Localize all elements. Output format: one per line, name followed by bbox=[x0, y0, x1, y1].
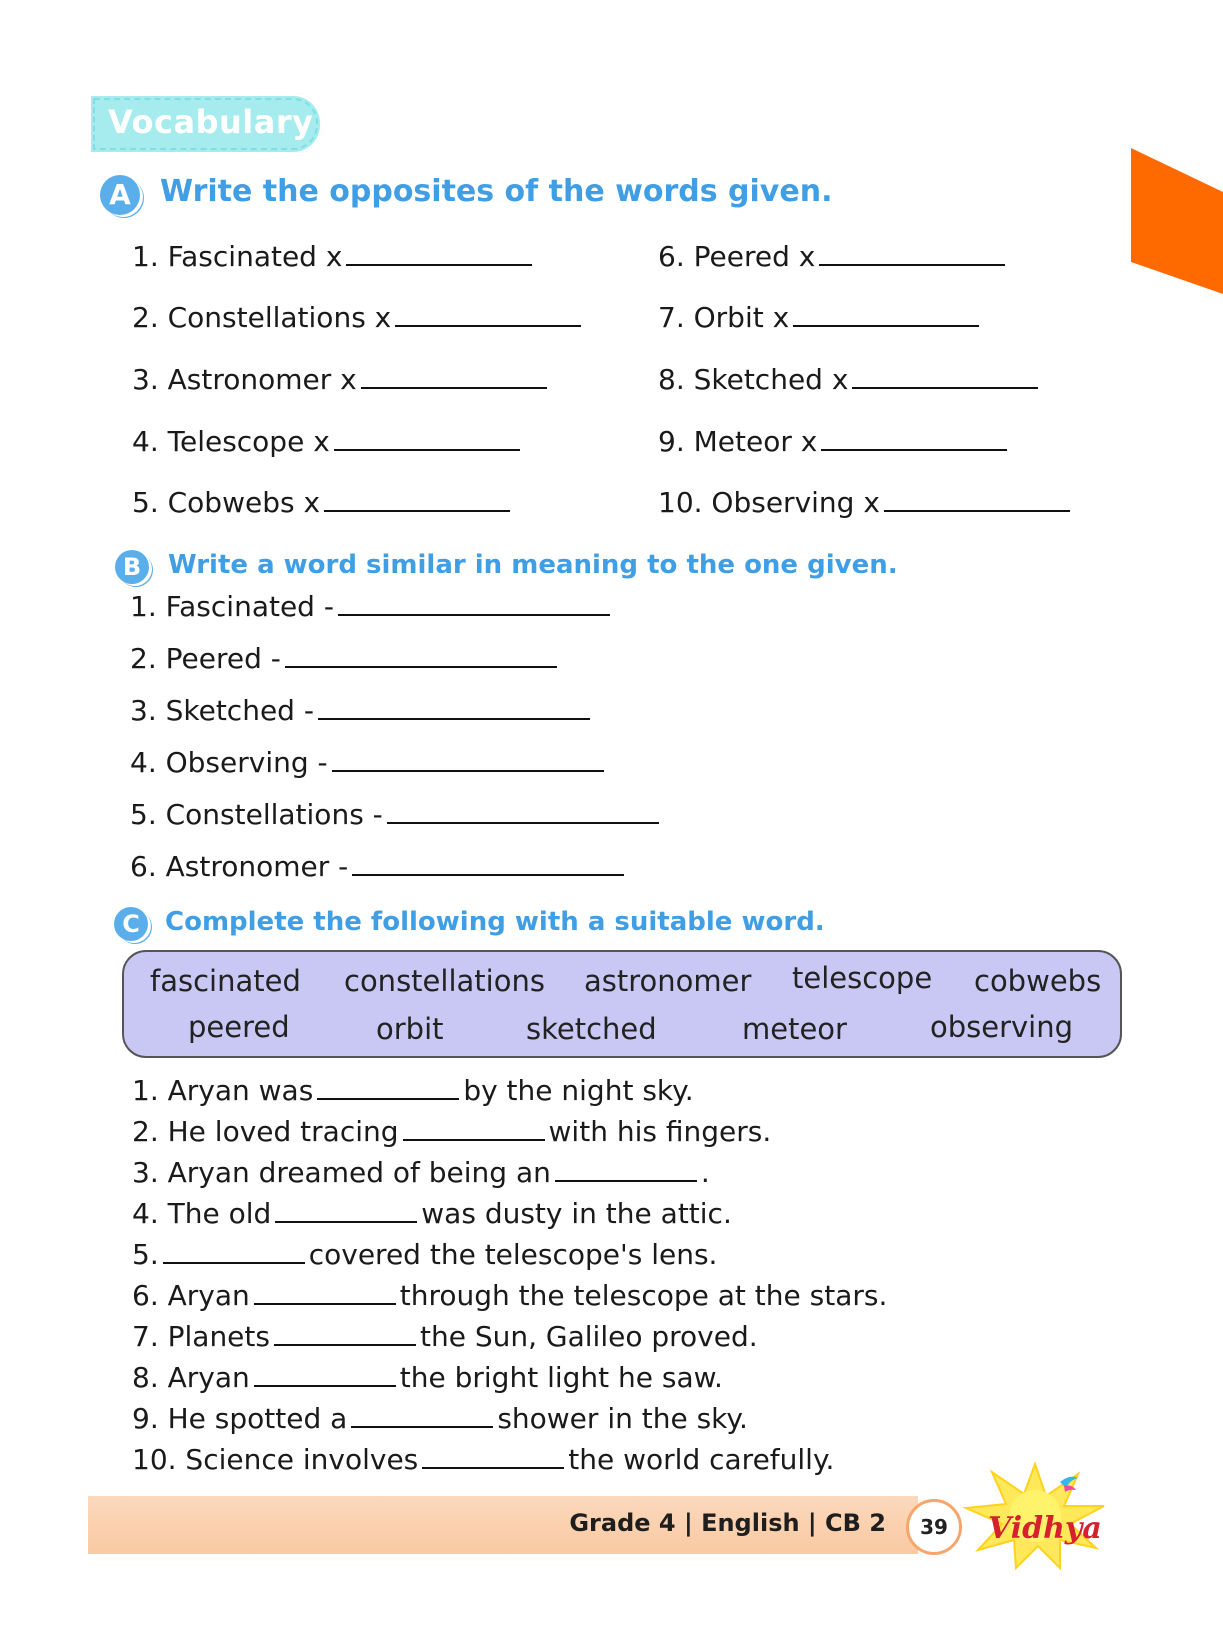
list-item: 1. Fascinated - bbox=[130, 590, 614, 623]
orange-edge-marker-icon bbox=[1131, 148, 1223, 294]
list-item: 4. The old was dusty in the attic. bbox=[132, 1197, 732, 1230]
list-item: 9. Meteor x bbox=[658, 425, 1011, 458]
vidhya-logo-text: Vidhya bbox=[988, 1511, 1102, 1546]
word-bank-item: astronomer bbox=[584, 964, 752, 998]
list-item: 7. Orbit x bbox=[658, 301, 983, 334]
vocabulary-label: Vocabulary bbox=[108, 103, 314, 141]
list-item: 6. Aryan through the telescope at the stars. bbox=[132, 1279, 888, 1312]
list-item: 5. Constellations - bbox=[130, 798, 663, 831]
word-bank-item: constellations bbox=[344, 964, 545, 998]
word-bank-item: sketched bbox=[526, 1012, 657, 1046]
word-bank-item: telescope bbox=[792, 961, 933, 995]
list-item: 6. Astronomer - bbox=[130, 850, 628, 883]
list-item: 2. He loved tracing with his fingers. bbox=[132, 1115, 772, 1148]
footer-label: Grade 4 | English | CB 2 bbox=[569, 1509, 886, 1537]
list-item: 3. Aryan dreamed of being an . bbox=[132, 1156, 710, 1189]
section-c-badge: C bbox=[114, 907, 148, 941]
list-item: 3. Sketched - bbox=[130, 694, 594, 727]
word-bank-item: peered bbox=[188, 1010, 290, 1044]
list-item: 7. Planets the Sun, Galileo proved. bbox=[132, 1320, 758, 1353]
word-bank-item: orbit bbox=[376, 1012, 444, 1046]
list-item: 10. Observing x bbox=[658, 486, 1074, 519]
list-item: 3. Astronomer x bbox=[132, 363, 551, 396]
list-item: 8. Aryan the bright light he saw. bbox=[132, 1361, 723, 1394]
footer-band bbox=[88, 1496, 918, 1554]
list-item: 4. Telescope x bbox=[132, 425, 524, 458]
list-item: 10. Science involves the world carefully. bbox=[132, 1443, 835, 1476]
list-item: 5. Cobwebs x bbox=[132, 486, 514, 519]
section-b-badge: B bbox=[115, 550, 149, 584]
vidhya-logo-icon bbox=[960, 1462, 1110, 1572]
list-item: 8. Sketched x bbox=[658, 363, 1042, 396]
page-number: 39 bbox=[906, 1499, 962, 1555]
list-item: 6. Peered x bbox=[658, 240, 1009, 273]
list-item: 1. Fascinated x bbox=[132, 240, 536, 273]
section-a-badge: A bbox=[100, 175, 140, 215]
word-bank-item: observing bbox=[930, 1010, 1074, 1044]
word-bank-item: cobwebs bbox=[974, 964, 1102, 998]
section-c-title: Complete the following with a suitable word. bbox=[165, 907, 825, 937]
list-item: 2. Peered - bbox=[130, 642, 561, 675]
section-a-title: Write the opposites of the words given. bbox=[160, 174, 833, 209]
vocabulary-tab bbox=[88, 93, 323, 155]
list-item: 2. Constellations x bbox=[132, 301, 585, 334]
list-item: 4. Observing - bbox=[130, 746, 608, 779]
section-b-title: Write a word similar in meaning to the one given. bbox=[168, 550, 898, 580]
word-bank bbox=[122, 950, 1122, 1058]
list-item: 5. covered the telescope's lens. bbox=[132, 1238, 718, 1271]
word-bank-item: meteor bbox=[742, 1012, 847, 1046]
list-item: 9. He spotted a shower in the sky. bbox=[132, 1402, 748, 1435]
list-item: 1. Aryan was by the night sky. bbox=[132, 1074, 694, 1107]
word-bank-item: fascinated bbox=[150, 964, 301, 998]
